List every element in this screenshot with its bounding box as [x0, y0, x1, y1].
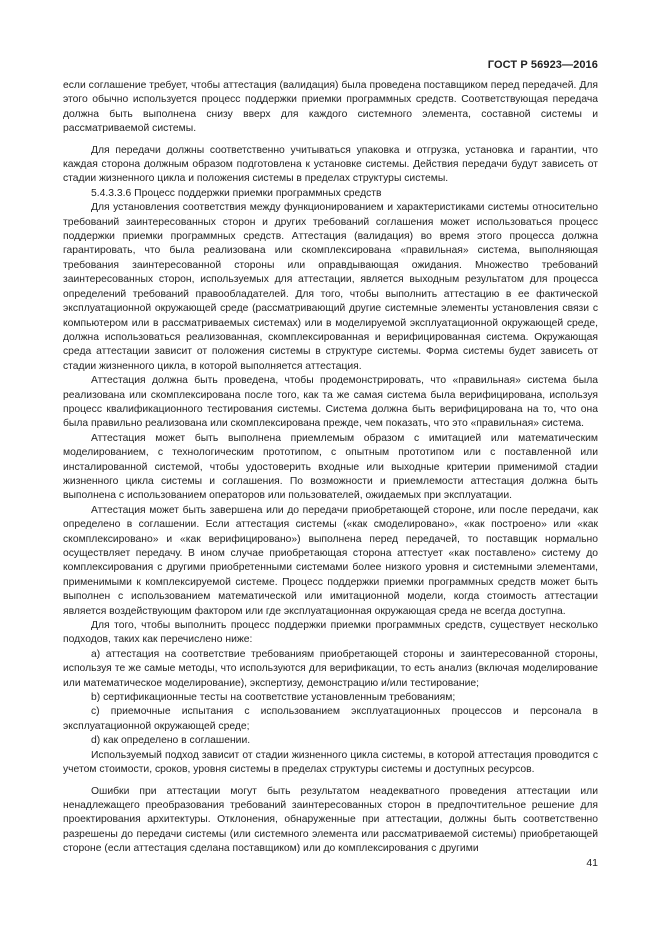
list-item: d) как определено в соглашении.	[91, 735, 251, 747]
document-body	[63, 79, 598, 857]
paragraph: Ошибки при аттестации могут быть результатом неадекватного проведения аттестации или ненадлежащего преобразования требований заинтересованных сторон в предпочтительное решение для проектирования архитектуры. Отклонения, обнаруженные при аттестации, должны быть соответственно разрешены до передачи системы (или системного элемента или рассматриваемой системы) приобретающей стороне (если аттестация сделана поставщиком) или до комплексирования с другими	[63, 785, 598, 855]
paragraph: Для установления соответствия между функционированием и характеристиками системы относительно требований заинтересованных сторон и других требований соглашения может использоваться процесс поддержки приемки программных средств. Аттестация (валидация) во время этого процесса должна гарантировать, что была реализована или скомплексирована «правильная» система, выполняющая требования заинтересованной стороны или оправдывающая ожидания. Множество требований заинтересованных сторон, используемых для аттестации, является выходным результатом для процесса определений требований правообладателей. Для того, чтобы выполнить аттестацию в ее фактической эксплуатационной окружающей среде (рассматривающий другие системные элементы установления связи с компьютером или в рассматриваемых системах) или в моделируемой эксплуатационной окружающей среде, должна использоваться реализованная, скомплексированная и верифицированная система. Окружающая среда аттестации зависит от положения системы в структуре системы. Форма системы будет зависеть от стадии жизненного цикла, в которой выполняется аттестация.	[63, 202, 598, 372]
list-item: c) приемочные испытания с использованием эксплуатационных процессов и персонала в эксплуатационной окружающей среде;	[63, 706, 598, 732]
paragraph: если соглашение требует, чтобы аттестация (валидация) была проведена поставщиком перед передачей. Для этого обычно используется процесс поддержки приемки программных средств. Соответствующая передача должна быть выполнена снизу вверх для каждого системного элемента, составной системы и рассматриваемой системы.	[63, 80, 598, 135]
list-item: b) сертификационные тесты на соответствие установленным требованиям;	[91, 692, 456, 704]
page-number: 41	[586, 857, 598, 869]
paragraph: Для передачи должны соответственно учитываться упаковка и отгрузка, установка и гарантии, что каждая сторона должным образом подготовлена к установке системы. Действия передачи будут зависеть от стадии жизненного цикла и положения системы в пределах структуры системы.	[63, 144, 598, 185]
paragraph: Для того, чтобы выполнить процесс поддержки приемки программных средств, существует несколько подходов, таких как перечислено ниже:	[63, 620, 598, 646]
paragraph: Используемый подход зависит от стадии жизненного цикла системы, в которой аттестация проводится с учетом стоимости, сроков, уровня системы в пределах структуры системы и доступных ресурсов.	[63, 749, 598, 776]
paragraph: Аттестация может быть завершена или до передачи приобретающей стороне, или после передачи, как определено в соглашении. Если аттестация системы («как смоделировано», «как построено» или «как скомплексировано» и «как верифицировано») выполнена перед передачей, то поставщик нормально осуществляет передачу. В ином случае приобретающая сторона аттестует «как поставлено» систему до комплексирования с другими приобретенными системами более низкого уровня и системными элементами, применимыми к комплексируемой системе. Процесс поддержки приемки программных средств может быть выполнен с использованием математической или имитационной модели, когда стоимость аттестации является воздействующим фактором или где эксплуатационная окружающая среда не всегда доступна.	[63, 504, 598, 617]
standard-designation: ГОСТ Р 56923—2016	[487, 59, 598, 71]
paragraph: Аттестация может быть выполнена приемлемым образом с имитацией или математическим моделированием, с технологическим прототипом, с опытным прототипом или с поставленной или инсталированной системой, чтобы удостоверить входные или выходные критерии применимой стадии жизненного цикла системы и соглашения. По возможности и приемлемости аттестация должна быть выполнена с использованием операторов или пользователей, ожидаемых при эксплуатации.	[63, 432, 598, 502]
list-item: a) аттестация на соответствие требованиям приобретающей стороны и заинтересованной стороны, используя те же самые методы, что используются для верификации, то есть анализ (включая моделирование или математическое моделирование), экспертизу, демонстрацию и/или тестирование;	[63, 648, 598, 689]
paragraph: Аттестация должна быть проведена, чтобы продемонстрировать, что «правильная» система была реализована или скомплексирована после того, как та же самая система была верифицирована, используя процесс квалификационного тестирования системы. Система должна быть верифицирована на то, что она была правильно реализована или скомплексирована прежде, чем показать, что это «правильная» система.	[63, 375, 598, 430]
section-heading: 5.4.3.3.6 Процесс поддержки приемки программных средств	[91, 187, 382, 199]
